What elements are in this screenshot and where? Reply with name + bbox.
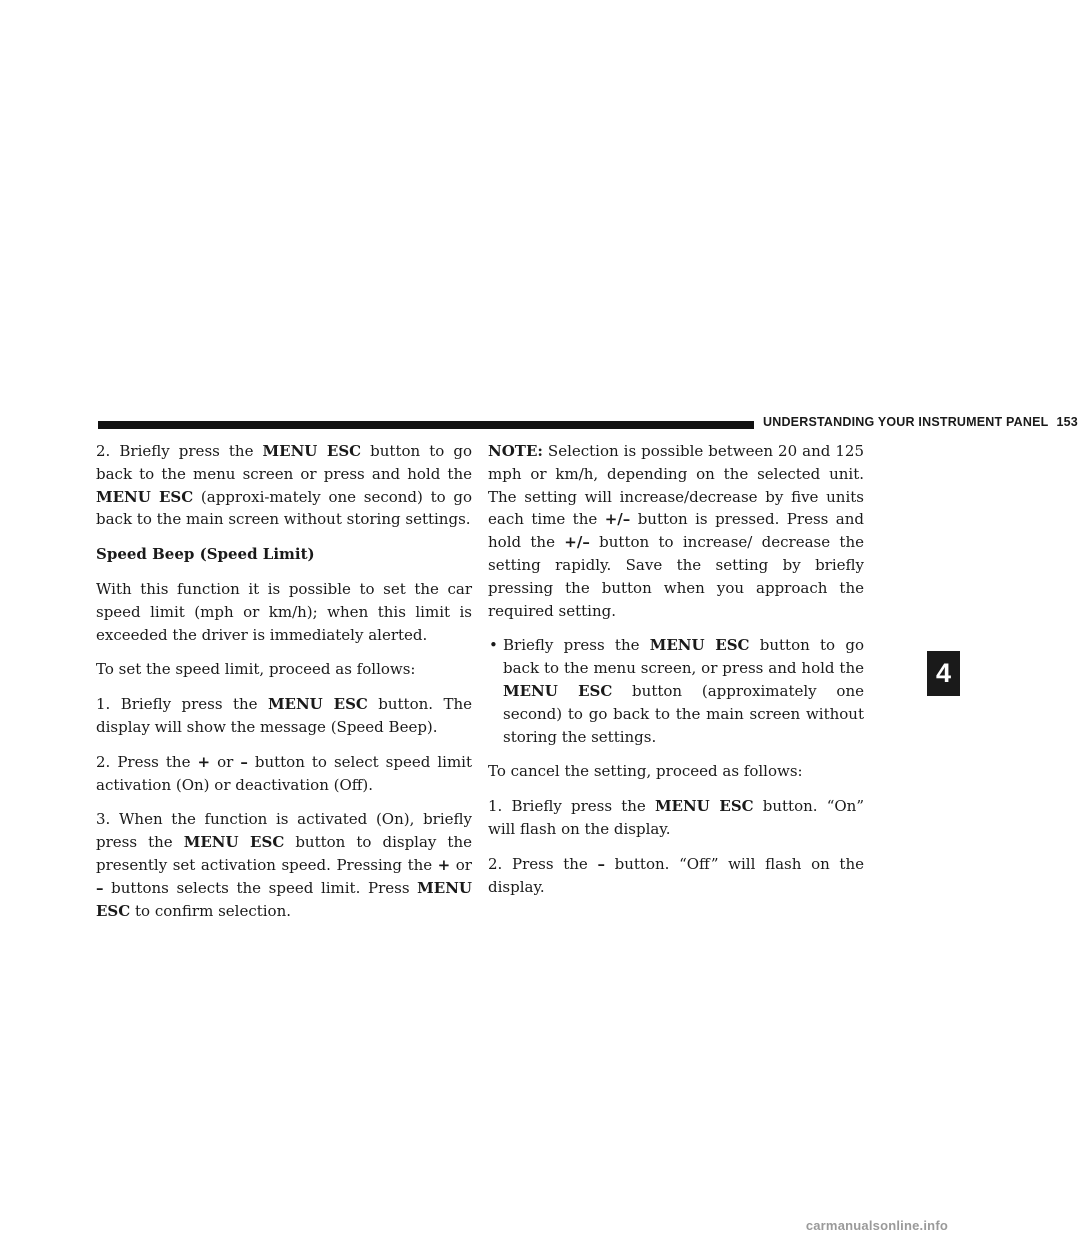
- step-2: 2. Press the + or – button to select speed limit activation (On) or deactivation (Off).: [96, 752, 472, 794]
- page-number: 153: [1056, 415, 1078, 429]
- running-header: [763, 415, 1078, 429]
- paragraph-speed-beep-intro: With this function it is possible to set the car speed limit (mph or km/h); when this limit is exceeded the driver is immediately alerted.: [96, 579, 472, 644]
- right-column: [488, 440, 864, 898]
- step-1: 1. Briefly press the MENU ESC button. The display will show the message (Speed Beep).: [96, 695, 472, 736]
- paragraph-menu-esc-back: 2. Briefly press the MENU ESC button to go back to the menu screen or press and hold the MENU ESC (approxi-mately one second) to go back to the main screen without storing settings.: [96, 442, 472, 529]
- note-paragraph: NOTE: Selection is possible between 20 and 125 mph or km/h, depending on the selected unit. The setting will increase/decrease by five units each time the +/– button is pressed. Press and hold the +/– button to increase/ decrease the setting rapidly. Save the setting by briefly pressing the button when you approach the required setting.: [488, 442, 864, 620]
- header-rule: [98, 421, 754, 429]
- header-title: UNDERSTANDING YOUR INSTRUMENT PANEL: [763, 415, 1049, 429]
- bullet-icon: •: [489, 636, 498, 655]
- watermark: carmanualsonline.info: [805, 1218, 948, 1233]
- paragraph-cancel-setting: To cancel the setting, proceed as follows:: [488, 762, 803, 781]
- bullet-item: • Briefly press the MENU ESC button to go back to the menu screen, or press and hold the MENU ESC button (approximately one second) to go back to the main screen without storing the settings.: [489, 636, 864, 746]
- cancel-step-1: 1. Briefly press the MENU ESC button. “On” will flash on the display.: [488, 797, 864, 838]
- left-column: [96, 440, 472, 922]
- step-3: 3. When the function is activated (On), briefly press the MENU ESC button to display the presently set activation speed. Pressing the + or – buttons selects the speed limit. Press MENU ESC to confirm selection.: [96, 810, 473, 920]
- cancel-step-2: 2. Press the – button. “Off” will flash on the display.: [488, 854, 864, 896]
- section-heading: Speed Beep (Speed Limit): [96, 545, 315, 564]
- paragraph-set-speed-limit: To set the speed limit, proceed as follows:: [96, 660, 416, 679]
- chapter-tab: 4: [927, 651, 960, 696]
